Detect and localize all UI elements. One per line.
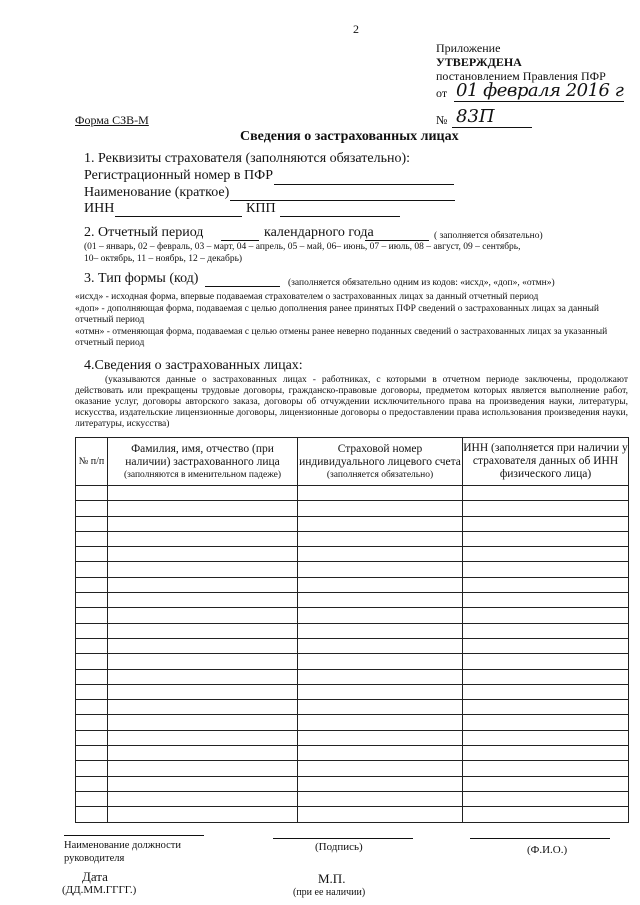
- cell-number[interactable]: [76, 761, 108, 776]
- cell-number[interactable]: [76, 516, 108, 531]
- reg-number-field[interactable]: [274, 184, 454, 185]
- approval-number-handwritten: 83П: [456, 106, 495, 127]
- cell-inn[interactable]: [463, 638, 629, 653]
- cell-number[interactable]: [76, 684, 108, 699]
- cell-snils[interactable]: [298, 516, 463, 531]
- cell-snils[interactable]: [298, 547, 463, 562]
- insured-persons-table: [75, 437, 629, 823]
- approval-approved: УТВЕРЖДЕНА: [436, 55, 522, 69]
- cell-number[interactable]: [76, 715, 108, 730]
- fio-line[interactable]: [470, 838, 610, 839]
- col-snils-title: Страховой номер индивидуального лицевого счета: [299, 442, 461, 468]
- cell-snils[interactable]: [298, 700, 463, 715]
- section1-heading: 1. Реквизиты страхователя (заполняются обязательно):: [84, 151, 410, 166]
- cell-inn[interactable]: [463, 761, 629, 776]
- table-row: [76, 746, 629, 761]
- cell-number[interactable]: [76, 608, 108, 623]
- approval-date-prefix: от: [436, 86, 448, 100]
- col-fio-header: [108, 438, 298, 486]
- cell-inn[interactable]: [463, 654, 629, 669]
- cell-snils[interactable]: [298, 593, 463, 608]
- table-row: [76, 501, 629, 516]
- cell-fio[interactable]: [108, 654, 298, 669]
- cell-inn[interactable]: [463, 547, 629, 562]
- table-row: [76, 700, 629, 715]
- report-period-note: ( заполняется обязательно): [434, 231, 543, 241]
- cell-inn[interactable]: [463, 746, 629, 761]
- cell-number[interactable]: [76, 531, 108, 546]
- cell-fio[interactable]: [108, 746, 298, 761]
- cell-inn[interactable]: [463, 501, 629, 516]
- cell-inn[interactable]: [463, 669, 629, 684]
- inn-label: ИНН: [84, 201, 115, 216]
- cell-fio[interactable]: [108, 669, 298, 684]
- cell-inn[interactable]: [463, 486, 629, 501]
- table-row: [76, 531, 629, 546]
- kpp-label: КПП: [246, 201, 276, 216]
- cell-fio[interactable]: [108, 577, 298, 592]
- signature-label: (Подпись): [315, 841, 363, 853]
- cell-snils[interactable]: [298, 486, 463, 501]
- cell-fio[interactable]: [108, 501, 298, 516]
- cell-snils[interactable]: [298, 531, 463, 546]
- stamp-note: (при ее наличии): [293, 887, 366, 898]
- table-row: [76, 562, 629, 577]
- form-type-otmn: «отмн» - отменяющая форма, подаваемая с целью отмены ранее неверно поданных сведений о застрахованных лицах за указанный отчетный период: [75, 327, 608, 348]
- col-fio-note: (заполняются в именительном падеже): [123, 469, 282, 480]
- cell-inn[interactable]: [463, 623, 629, 638]
- section4-note: (указываются данные о застрахованных лицах - работниках, с которыми в отчетном периоде заключены, продолжают действовать или прекращены трудовые договоры, гражданско-правовые договоры, предметом которых является выполнение работ, оказание услуг, договоры авторского заказа, договоры об отчуждении исключительного права на произведения науки, литературы, искусства, издательские лицензионные договоры, лицензионные договоры о предоставлении права использования произведения науки, литературы, искусства): [75, 375, 628, 429]
- approval-date-underline: [454, 101, 624, 102]
- table-row: [76, 807, 629, 822]
- table-row: [76, 730, 629, 745]
- col-fio-title: Фамилия, имя, отчество (при наличии) застрахованного лица: [125, 442, 280, 468]
- cell-inn[interactable]: [463, 791, 629, 806]
- cell-fio[interactable]: [108, 807, 298, 822]
- kpp-field[interactable]: [280, 216, 400, 217]
- cell-number[interactable]: [76, 746, 108, 761]
- cell-fio[interactable]: [108, 562, 298, 577]
- table-row: [76, 669, 629, 684]
- table-row: [76, 486, 629, 501]
- short-name-label: Наименование (краткое): [84, 185, 230, 200]
- table-row: [76, 593, 629, 608]
- cell-inn[interactable]: [463, 684, 629, 699]
- cell-inn[interactable]: [463, 531, 629, 546]
- table-row: [76, 791, 629, 806]
- reg-number-label: Регистрационный номер в ПФР: [84, 168, 273, 183]
- period-codes-line1: (01 – январь, 02 – февраль, 03 – март, 04 – апрель, 05 – май, 06– июнь, 07 – июль, 08 – август, 09 – сентябрь,: [84, 242, 521, 252]
- cell-inn[interactable]: [463, 593, 629, 608]
- form-type-dop: «доп» - дополняющая форма, подаваемая с целью дополнения ранее принятых ПФР сведений о застрахованных лицах за данный отчетный период: [75, 304, 599, 325]
- cell-snils[interactable]: [298, 608, 463, 623]
- position-label: Наименование должности руководителя: [64, 840, 181, 864]
- cell-inn[interactable]: [463, 516, 629, 531]
- col-snils-note: (заполняется обязательно): [326, 469, 434, 480]
- report-period-label: 2. Отчетный период: [84, 225, 204, 240]
- cell-number[interactable]: [76, 547, 108, 562]
- calendar-year-label: календарного года: [264, 225, 374, 240]
- table-row: [76, 684, 629, 699]
- position-signature-line[interactable]: [64, 835, 204, 836]
- cell-inn[interactable]: [463, 608, 629, 623]
- cell-snils[interactable]: [298, 776, 463, 791]
- cell-number[interactable]: [76, 486, 108, 501]
- cell-inn[interactable]: [463, 700, 629, 715]
- cell-fio[interactable]: [108, 623, 298, 638]
- table-row: [76, 547, 629, 562]
- cell-number[interactable]: [76, 669, 108, 684]
- cell-number[interactable]: [76, 501, 108, 516]
- approval-resolution: постановлением Правления ПФР: [436, 69, 606, 83]
- cell-number[interactable]: [76, 776, 108, 791]
- table-row: [76, 608, 629, 623]
- cell-snils[interactable]: [298, 577, 463, 592]
- table-row: [76, 715, 629, 730]
- cell-inn[interactable]: [463, 715, 629, 730]
- calendar-year-field[interactable]: [365, 240, 429, 241]
- approval-appendix: Приложение: [436, 41, 501, 55]
- table-row: [76, 776, 629, 791]
- cell-fio[interactable]: [108, 638, 298, 653]
- cell-inn[interactable]: [463, 730, 629, 745]
- table-row: [76, 516, 629, 531]
- approval-number-underline: [452, 127, 532, 128]
- stamp-label: М.П.: [318, 871, 346, 886]
- form-type-field[interactable]: [205, 286, 280, 287]
- period-codes-line2: 10– октябрь, 11 – ноябрь, 12 – декабрь): [84, 254, 243, 264]
- cell-fio[interactable]: [108, 700, 298, 715]
- cell-snils[interactable]: [298, 791, 463, 806]
- cell-number[interactable]: [76, 700, 108, 715]
- cell-inn[interactable]: [463, 562, 629, 577]
- cell-snils[interactable]: [298, 654, 463, 669]
- cell-inn[interactable]: [463, 577, 629, 592]
- table-header-row: [76, 438, 629, 486]
- col-inn-title: ИНН (заполняется при наличии у страхователя данных об ИНН физического лица): [463, 442, 628, 480]
- form-type-ishd: «исхд» - исходная форма, впервые подаваемая страхователем о застрахованных лицах за данный отчетный период: [75, 292, 539, 302]
- cell-inn[interactable]: [463, 776, 629, 791]
- cell-number[interactable]: [76, 577, 108, 592]
- table-row: [76, 654, 629, 669]
- form-code: Форма СЗВ-М: [75, 113, 149, 127]
- cell-number[interactable]: [76, 791, 108, 806]
- cell-fio[interactable]: [108, 547, 298, 562]
- cell-snils[interactable]: [298, 562, 463, 577]
- form-type-note: (заполняется обязательно одним из кодов: «исхд», «доп», «отмн»): [288, 278, 555, 288]
- approval-number-prefix: №: [436, 113, 448, 127]
- fio-label: (Ф.И.О.): [527, 844, 568, 856]
- cell-fio[interactable]: [108, 486, 298, 501]
- page-title: Сведения о застрахованных лицах: [240, 129, 459, 144]
- cell-fio[interactable]: [108, 761, 298, 776]
- cell-snils[interactable]: [298, 669, 463, 684]
- cell-snils[interactable]: [298, 730, 463, 745]
- report-period-field[interactable]: [221, 240, 259, 241]
- cell-snils[interactable]: [298, 638, 463, 653]
- date-format: (ДД.ММ.ГГГГ.): [62, 884, 137, 896]
- cell-fio[interactable]: [108, 684, 298, 699]
- cell-snils[interactable]: [298, 623, 463, 638]
- cell-snils[interactable]: [298, 746, 463, 761]
- cell-number[interactable]: [76, 654, 108, 669]
- cell-fio[interactable]: [108, 791, 298, 806]
- table-row: [76, 623, 629, 638]
- cell-inn[interactable]: [463, 807, 629, 822]
- page-number: 2: [353, 22, 359, 36]
- date-label: Дата: [82, 869, 108, 884]
- cell-snils[interactable]: [298, 807, 463, 822]
- cell-fio[interactable]: [108, 715, 298, 730]
- cell-number[interactable]: [76, 593, 108, 608]
- cell-number[interactable]: [76, 638, 108, 653]
- cell-fio[interactable]: [108, 608, 298, 623]
- section4-heading: 4.Сведения о застрахованных лицах:: [84, 358, 303, 373]
- table-row: [76, 761, 629, 776]
- signature-line[interactable]: [273, 838, 413, 839]
- cell-snils[interactable]: [298, 501, 463, 516]
- cell-fio[interactable]: [108, 776, 298, 791]
- cell-number[interactable]: [76, 730, 108, 745]
- cell-fio[interactable]: [108, 593, 298, 608]
- inn-field[interactable]: [115, 216, 242, 217]
- cell-fio[interactable]: [108, 531, 298, 546]
- table-row: [76, 577, 629, 592]
- cell-snils[interactable]: [298, 684, 463, 699]
- cell-fio[interactable]: [108, 730, 298, 745]
- cell-snils[interactable]: [298, 715, 463, 730]
- table-row: [76, 638, 629, 653]
- cell-number[interactable]: [76, 562, 108, 577]
- cell-number[interactable]: [76, 623, 108, 638]
- cell-number[interactable]: [76, 807, 108, 822]
- col-inn-header: [463, 438, 629, 486]
- cell-fio[interactable]: [108, 516, 298, 531]
- form-type-label: 3. Тип формы (код): [84, 271, 199, 286]
- cell-snils[interactable]: [298, 761, 463, 776]
- col-snils-header: [298, 438, 463, 486]
- approval-date-handwritten: 01 февраля 2016 г: [456, 80, 624, 101]
- col-number-header: № п/п: [76, 438, 108, 486]
